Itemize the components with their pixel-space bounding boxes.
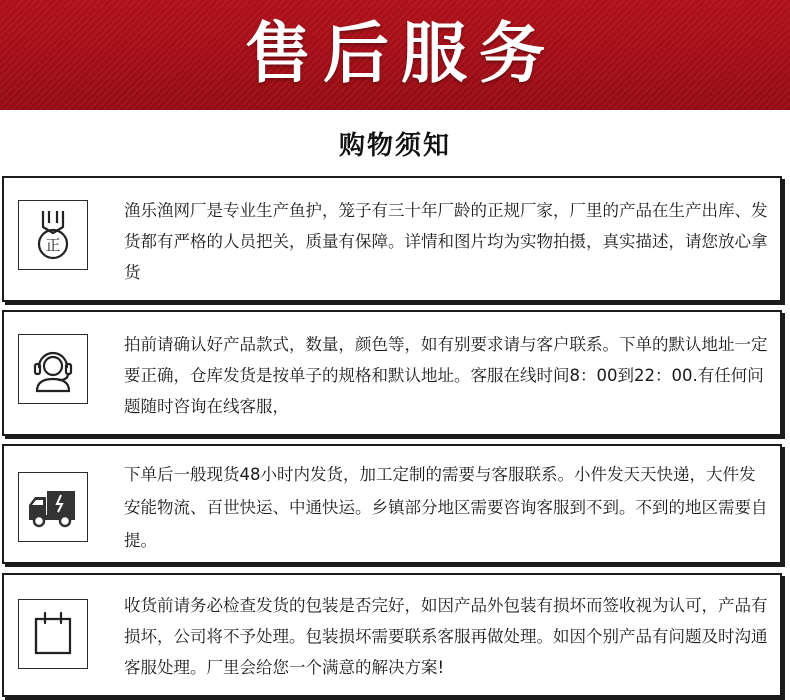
calendar-icon (18, 599, 88, 669)
notice-text: 拍前请确认好产品款式，数量，颜色等，如有别要求请与客户联系。下单的默认地址一定要正确，仓库发货是按单子的规格和默认地址。客服在线时间8：00到22：00.有任何问题随时咨询在线客服， (124, 335, 768, 416)
notice-card-quality (2, 176, 782, 302)
quality-medal-icon (18, 200, 88, 270)
delivery-truck-icon (18, 472, 88, 542)
notice-card-receipt (2, 573, 782, 697)
header-banner (0, 0, 790, 110)
svg-text:正: 正 (45, 236, 61, 254)
notice-card-order-info (2, 310, 782, 436)
notice-text: 收货前请务必检查发货的包装是否完好，如因产品外包装有损坏而签收视为认可，产品有损坏，公司将不予处理。包装损坏需要联系客服再做处理。如因个别产品有问题及时沟通客服处理。厂里会给您一个满意的解决方案! (124, 596, 768, 677)
notice-text: 渔乐渔网厂是专业生产鱼护，笼子有三十年厂龄的正规厂家，厂里的产品在生产出库、发货都有严格的人员把关，质量有保障。详情和图片均为实物拍摄，真实描述，请您放心拿货 (124, 201, 768, 282)
customer-service-headset-icon (18, 334, 88, 404)
notice-text: 下单后一般现货48小时内发货，加工定制的需要与客服联系。小件发天天快递，大件发安能物流、百世快运、中通快运。乡镇部分地区需要咨询客服到不到。不到的地区需要自提。 (124, 465, 768, 550)
page-title: 售后服务 (245, 15, 557, 92)
notice-card-shipping (2, 444, 782, 564)
section-title: 购物须知 (338, 131, 451, 161)
